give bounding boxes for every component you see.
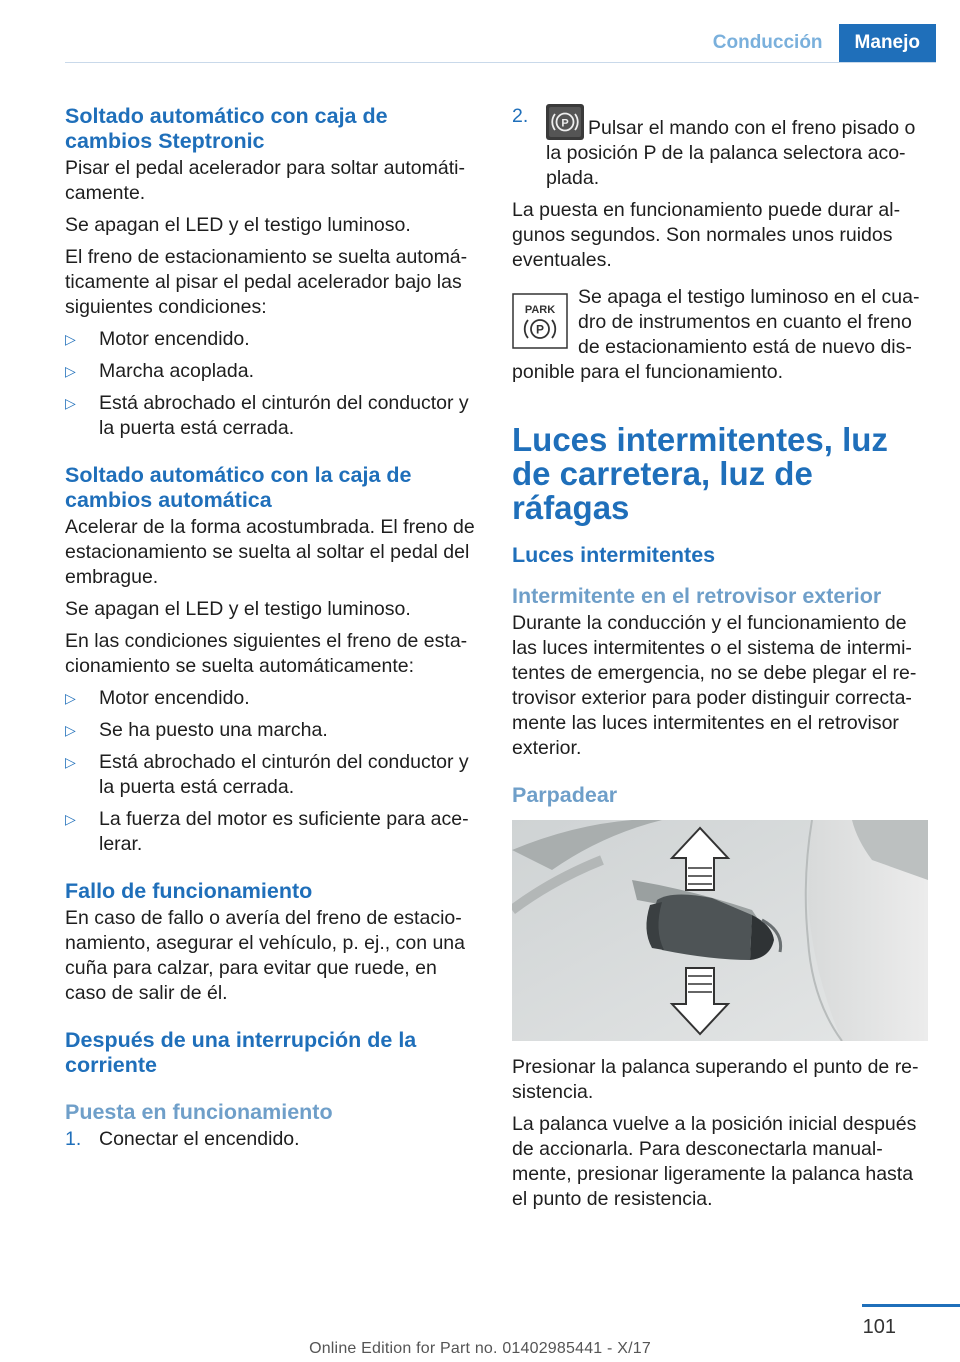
heading-power-interruption: Después de una interrupción de la corriente [65, 1028, 417, 1077]
list-item-text: Está abrochado el cinturón del conductor y la puerta está cerrada. [99, 751, 469, 798]
tab-manejo[interactable]: Manejo [839, 24, 936, 62]
startup-steps [65, 1127, 479, 1152]
parking-brake-button-icon [546, 104, 584, 140]
paragraph: Presionar la palanca superando el punto de re‐sistencia. [512, 1056, 919, 1103]
park-label: PARK [524, 304, 556, 316]
chapter-title: Luces intermitentes, luz de carretera, luz de ráfagas [512, 421, 888, 526]
step-text: Pulsar el mando con el freno pisado o la posición P de la palanca selectora aco‐plada. [546, 117, 916, 189]
paragraph: En caso de fallo o avería del freno de estacio‐namiento, asegurar el vehículo, p. ej., con una cuña para calzar, para evitar que ruede, en caso de salir de él. [65, 907, 465, 1004]
list-item-text: Está abrochado el cinturón del conductor y la puerta está cerrada. [99, 392, 469, 439]
triangle-bullet-icon: ▷ [65, 811, 76, 827]
list-item [65, 359, 479, 384]
list-item [65, 327, 479, 352]
triangle-bullet-icon: ▷ [65, 363, 76, 379]
list-item [65, 807, 479, 857]
paragraph: Acelerar de la forma acostumbrada. El freno de estacionamiento se suelta al soltar el pedal del embrague. [65, 516, 475, 588]
paragraph: La palanca vuelve a la posición inicial después de accionarla. Para desconectarla manual‐mente, presionar ligeramente la palanca hasta el punto de resistencia. [512, 1113, 917, 1210]
list-item-text: Se ha puesto una marcha. [99, 719, 328, 741]
triangle-bullet-icon: ▷ [65, 722, 76, 738]
list-item-text: Motor encendido. [99, 328, 250, 350]
tab-conduccion[interactable]: Conducción [697, 24, 839, 62]
list-item-text: Marcha acoplada. [99, 360, 255, 382]
paragraph: Pisar el pedal acelerador para soltar automáti‐camente. [65, 157, 465, 204]
heading-mirror-signal: Intermitente en el retrovisor exterior [512, 584, 882, 608]
step-number: 2. [512, 105, 529, 127]
svg-text:P: P [535, 322, 545, 337]
park-note [512, 285, 928, 385]
list-item [65, 686, 479, 711]
heading-flash: Parpadear [512, 783, 618, 807]
triangle-bullet-icon: ▷ [65, 331, 76, 347]
right-column [512, 104, 928, 1219]
paragraph: Durante la conducción y el funcionamiento de las luces intermitentes o el sistema de intermi‐tentes de emergencia, no se debe plegar el re‐trovisor exterior para poder distinguir correcta‐mente las luces intermitentes en el retrovisor exterior. [512, 612, 917, 759]
paragraph: El freno de estacionamiento se suelta automá‐ticamente al pisar el pedal acelerador bajo las siguientes condiciones: [65, 246, 468, 318]
list-item-text: Motor encendido. [99, 687, 250, 709]
list-item-text: La fuerza del motor es suficiente para ace‐lerar. [99, 808, 469, 855]
conditions-list-2 [65, 686, 479, 857]
heading-automatic: Soltado automático con la caja de cambios automática [65, 463, 412, 512]
paragraph: Se apagan el LED y el testigo luminoso. [65, 214, 411, 236]
paragraph: Se apagan el LED y el testigo luminoso. [65, 598, 411, 620]
heading-startup: Puesta en funcionamiento [65, 1100, 333, 1124]
list-item [65, 718, 479, 743]
step-item [65, 1127, 479, 1152]
svg-text:P: P [561, 117, 569, 130]
edition-footer: Online Edition for Part no. 01402985441 - X/17 [309, 1340, 651, 1357]
paragraph: Se apaga el testigo luminoso en el cua‐dro de instrumentos en cuanto el freno de estacionamiento está de nuevo dis‐ponible para el funcionamiento. [512, 286, 920, 383]
header-tabs [697, 24, 936, 62]
turn-signal-lever-figure [512, 820, 928, 1041]
header-divider [65, 62, 936, 63]
heading-malfunction: Fallo de funcionamiento [65, 879, 313, 903]
list-item [65, 750, 479, 800]
paragraph: La puesta en funcionamiento puede durar al‐gunos segundos. Son normales unos ruidos eventuales. [512, 199, 901, 271]
heading-turn-signals: Luces intermitentes [512, 543, 716, 567]
paragraph: En las condiciones siguientes el freno de esta‐cionamiento se suelta automáticamente: [65, 630, 468, 677]
triangle-bullet-icon: ▷ [65, 690, 76, 706]
startup-steps-continued [512, 104, 928, 191]
left-column [65, 104, 479, 1159]
page-number: 101 [862, 1316, 896, 1338]
triangle-bullet-icon: ▷ [65, 754, 76, 770]
heading-steptronic: Soltado automático con caja de cambios Steptronic [65, 104, 388, 153]
list-item [65, 391, 479, 441]
conditions-list-1 [65, 327, 479, 441]
park-warning-light-icon [512, 293, 568, 349]
footer-divider [862, 1304, 960, 1307]
step-number: 1. [65, 1128, 82, 1150]
step-item [512, 104, 928, 191]
triangle-bullet-icon: ▷ [65, 395, 76, 411]
step-text: Conectar el encendido. [99, 1128, 300, 1150]
